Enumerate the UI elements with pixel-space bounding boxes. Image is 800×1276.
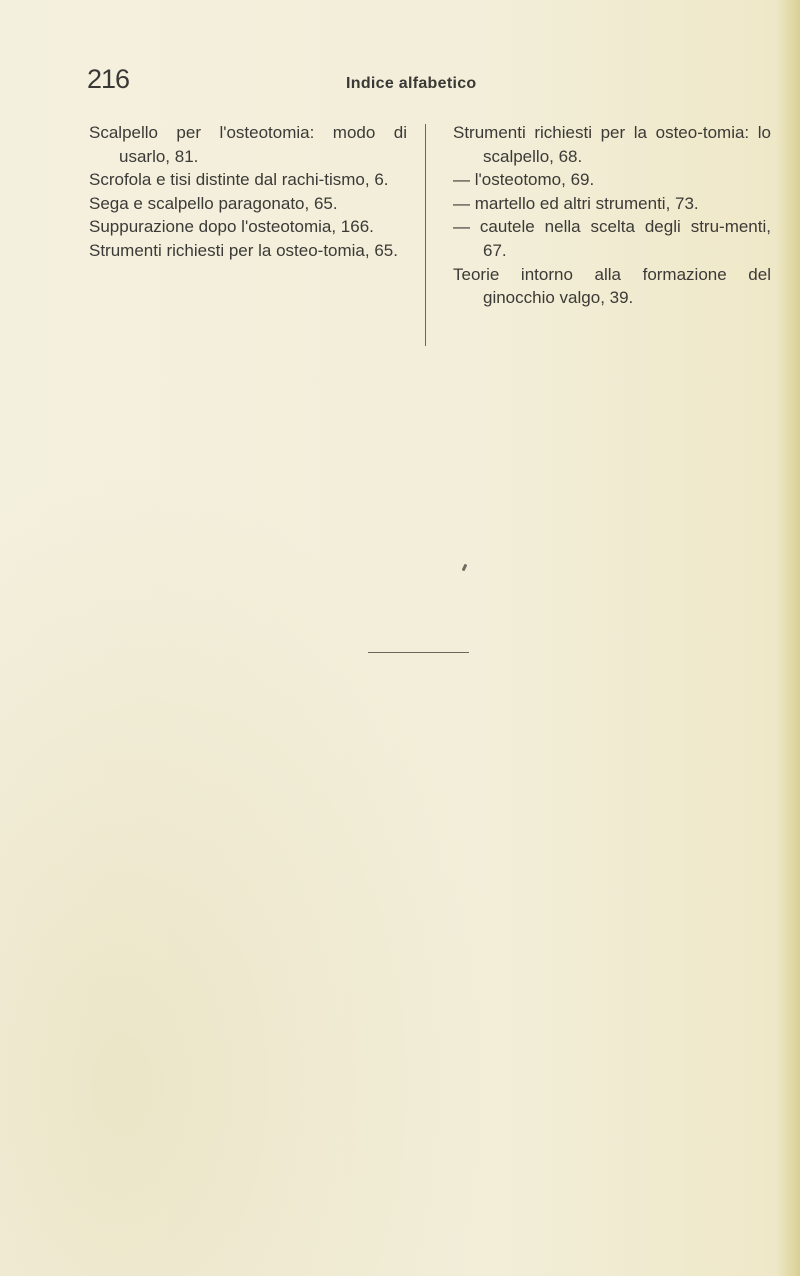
index-entry: Scrofola e tisi distinte dal rachi-tismo, 6.	[89, 170, 389, 190]
index-subentry: — martello ed altri strumenti, 73.	[453, 193, 699, 213]
index-subentry: — cautele nella scelta degli stru-menti, 67.	[453, 217, 771, 260]
column-divider	[425, 124, 426, 346]
ink-speck	[462, 564, 468, 572]
index-entry: Strumenti richiesti per la osteo-tomia: lo scalpello, 68.	[453, 123, 771, 166]
index-subentry: — l'osteotomo, 69.	[453, 170, 595, 190]
index-entry: Suppurazione dopo l'osteotomia, 166.	[89, 217, 374, 237]
index-column-right	[453, 121, 771, 310]
index-column-left	[89, 121, 407, 263]
running-head: Indice alfabetico	[346, 75, 477, 92]
index-entry: Teorie intorno alla formazione del ginocchio valgo, 39.	[453, 264, 771, 308]
page-number: 216	[87, 64, 130, 94]
index-entry: Strumenti richiesti per la osteo-tomia, 65.	[89, 240, 398, 260]
index-entry: Sega e scalpello paragonato, 65.	[89, 193, 338, 213]
end-rule	[368, 652, 469, 653]
index-entry: Scalpello per l'osteotomia: modo di usarlo, 81.	[89, 123, 407, 166]
